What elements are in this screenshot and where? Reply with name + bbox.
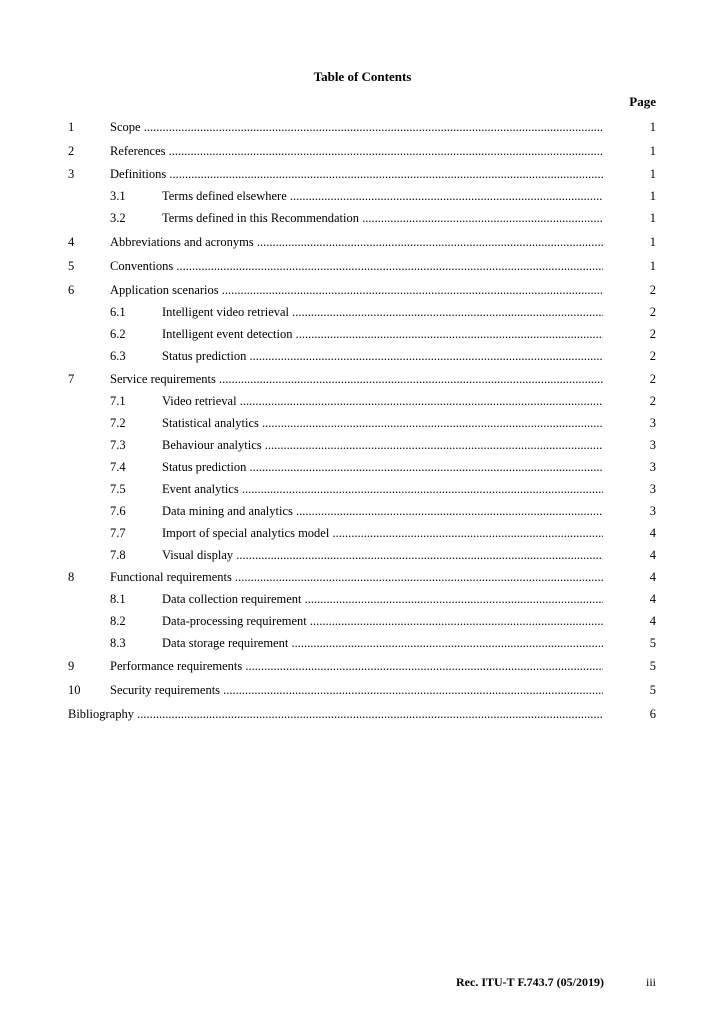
toc-entry-page: 3 [649,416,656,430]
toc-entry-title: Data storage requirement ..... [162,635,603,651]
toc-entry-title: Intelligent video retrieval ..... [162,304,603,320]
toc-entry [0,635,725,651]
toc-entry [0,706,725,722]
toc-entry-number: 7.5 [110,482,126,496]
footer-page-number: iii [645,975,656,989]
toc-entry-number: 7.6 [110,504,126,518]
toc-entry-page: 5 [649,683,656,697]
toc-entry-page: 2 [649,349,656,363]
toc-entry [0,547,725,563]
toc-entry-page: 1 [649,235,656,249]
toc-entry-title: Service requirements ..... [110,371,603,387]
toc-entry [0,258,725,274]
toc-entry-page: 1 [649,259,656,273]
toc-entry-title: Data mining and analytics ..... [162,503,603,519]
toc-entry-title: Bibliography ..... [68,706,603,722]
toc-entry-page: 4 [649,526,656,540]
toc-entry-page: 3 [649,482,656,496]
toc-entry [0,188,725,204]
toc-entry-number: 8 [68,570,75,584]
toc-entry-number: 5 [68,259,75,273]
toc-entry-title: Status prediction ..... [162,348,603,364]
toc-entry-title: Performance requirements ..... [110,658,603,674]
toc-entry [0,503,725,519]
toc-entry-number: 6.3 [110,349,126,363]
page-column-heading: Page [629,94,656,109]
toc-entry-page: 2 [649,283,656,297]
toc-entry [0,371,725,387]
toc-entry-number: 6 [68,283,75,297]
toc-entry-page: 2 [649,327,656,341]
toc-entry-number: 3.1 [110,189,126,203]
toc-entry [0,591,725,607]
toc-entry-page: 6 [649,707,656,721]
toc-entry-number: 2 [68,144,75,158]
toc-entry-title: Data-processing requirement ..... [162,613,603,629]
toc-entry-number: 7.7 [110,526,126,540]
toc-entry-number: 7.4 [110,460,126,474]
toc-entry-title: Terms defined in this Recommendation ..... [162,210,603,226]
toc-entry [0,119,725,135]
toc-entry [0,166,725,182]
toc-entry-page: 2 [649,305,656,319]
toc-entry [0,304,725,320]
footer-reference: Rec. ITU-T F.743.7 (05/2019) [456,975,604,989]
toc-entry-title: Status prediction ..... [162,459,603,475]
toc-entry-number: 7.1 [110,394,126,408]
toc-entry [0,613,725,629]
toc-entry-title: Abbreviations and acronyms ..... [110,234,603,250]
toc-entry-page: 4 [649,548,656,562]
toc-entry [0,569,725,585]
toc-entry [0,234,725,250]
toc-entry-number: 6.1 [110,305,126,319]
toc-entry-number: 3 [68,167,75,181]
toc-entry-title: Import of special analytics model ..... [162,525,603,541]
toc-entry-title: Functional requirements ..... [110,569,603,585]
toc-entry [0,415,725,431]
toc-entry [0,658,725,674]
toc-entry-title: Event analytics ..... [162,481,603,497]
toc-title: Table of Contents [313,69,412,84]
toc-entry-page: 1 [649,167,656,181]
toc-entry-title: Terms defined elsewhere ..... [162,188,603,204]
toc-entry-page: 2 [649,372,656,386]
toc-entry-page: 3 [649,438,656,452]
toc-entry-title: Behaviour analytics ..... [162,437,603,453]
toc-entry-page: 3 [649,504,656,518]
toc-entry-title: Application scenarios ..... [110,282,603,298]
toc-entry-number: 8.1 [110,592,126,606]
toc-entry [0,143,725,159]
toc-entry-title: Visual display ..... [162,547,603,563]
toc-entry-number: 7.3 [110,438,126,452]
toc-entry-title: Data collection requirement ..... [162,591,603,607]
toc-entry-number: 8.3 [110,636,126,650]
toc-entry-number: 7 [68,372,75,386]
toc-entry-title: References ..... [110,143,603,159]
toc-entry-page: 1 [649,120,656,134]
toc-entry-title: Statistical analytics ..... [162,415,603,431]
toc-entry-page: 1 [649,211,656,225]
toc-entry-number: 8.2 [110,614,126,628]
toc-entry-page: 5 [649,659,656,673]
toc-entry-number: 10 [68,683,81,697]
toc-entry-number: 7.2 [110,416,126,430]
toc-entry-title: Intelligent event detection ..... [162,326,603,342]
toc-entry-title: Security requirements ..... [110,682,603,698]
toc-entry [0,326,725,342]
toc-entry-number: 1 [68,120,75,134]
toc-entry-page: 4 [649,592,656,606]
toc-entry-page: 4 [649,614,656,628]
toc-entry [0,481,725,497]
toc-entry-page: 2 [649,394,656,408]
toc-entry [0,393,725,409]
toc-entry-page: 1 [649,144,656,158]
toc-entry-page: 5 [649,636,656,650]
toc-entry-title: Conventions ..... [110,258,603,274]
toc-entry [0,437,725,453]
toc-entry-title: Video retrieval ..... [162,393,603,409]
toc-entry [0,459,725,475]
toc-entry [0,282,725,298]
toc-entry-page: 4 [649,570,656,584]
toc-entry [0,348,725,364]
toc-entry-page: 3 [649,460,656,474]
toc-entry-title: Scope ..... [110,119,603,135]
toc-entry [0,210,725,226]
toc-entry-number: 4 [68,235,75,249]
toc-entry-number: 7.8 [110,548,126,562]
toc-entry-number: 6.2 [110,327,126,341]
toc-entry [0,682,725,698]
toc-entry-title: Definitions ..... [110,166,603,182]
toc-entry [0,525,725,541]
toc-entry-number: 3.2 [110,211,126,225]
toc-entry-page: 1 [649,189,656,203]
toc-entry-number: 9 [68,659,75,673]
